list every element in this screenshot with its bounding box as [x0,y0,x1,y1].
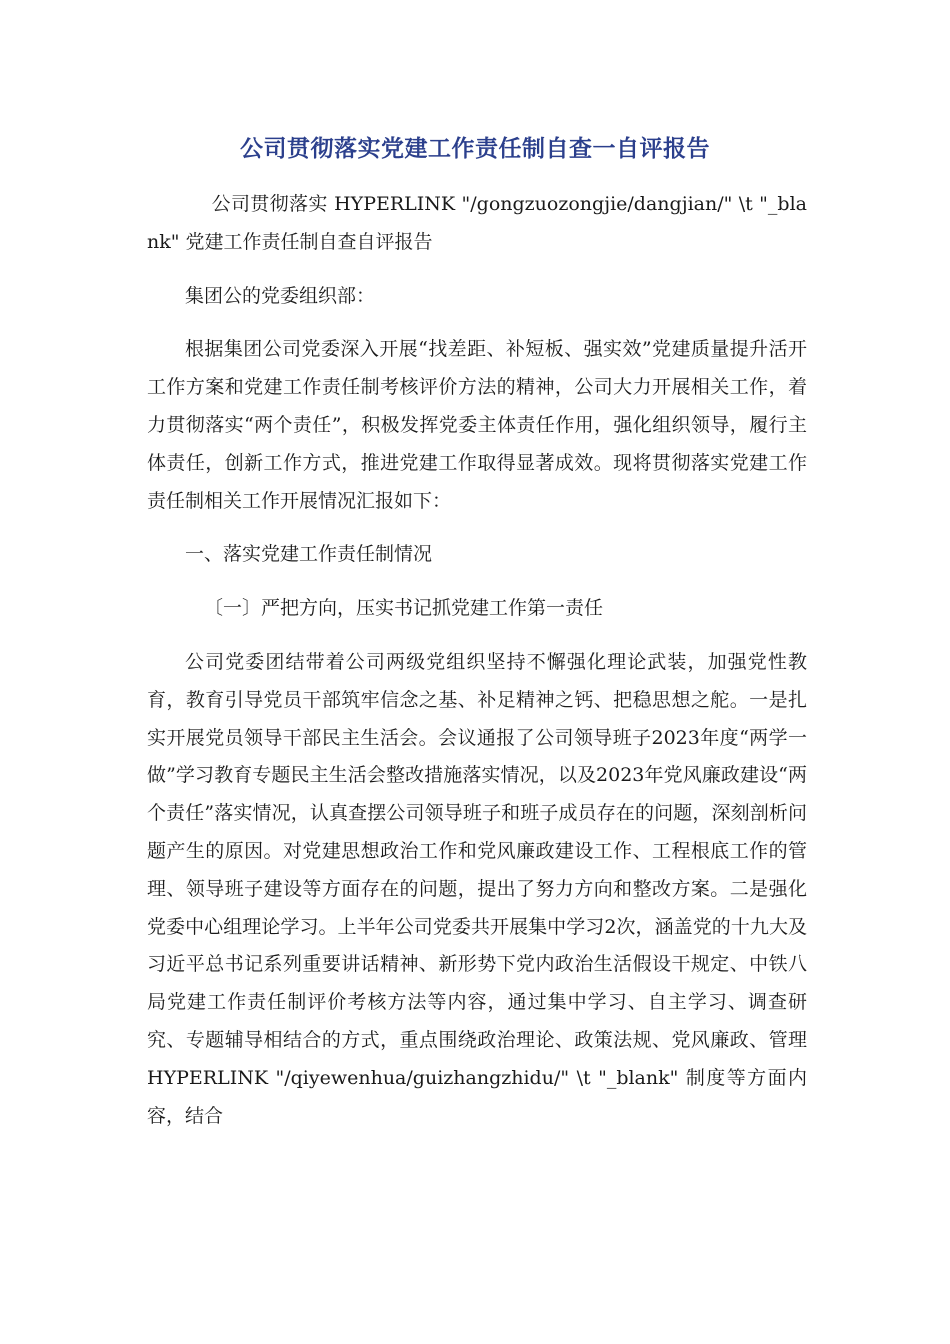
document-title: 公司贯彻落实党建工作责任制自查一自评报告 [240,136,710,162]
paragraph-intro: 根据集团公司党委深入开展“找差距、补短板、强实效”党建质量提升活开工作方案和党建工作责任制考核评价方法的精神，公司大力开展相关工作，着力贯彻落实“两个责任”，积极发挥党委主体责任作用，强化组织领导，履行主体责任，创新工作方式，推进党建工作取得显著成效。现将贯彻落实党建工作责任制相关工作开展情况汇报如下： [147,338,807,512]
paragraph-subtitle: 公司贯彻落实 HYPERLINK "/gongzuozongjie/dangjian/" \t "_blank" 党建工作责任制自查自评报告 [147,193,807,253]
paragraph-body: 公司党委团结带着公司两级党组织坚持不懈强化理论武装，加强党性教育，教育引导党员干部筑牢信念之基、补足精神之钙、把稳思想之舵。一是扎实开展党员领导干部民主生活会。会议通报了公司领导班子2023年度“两学一做”学习教育专题民主生活会整改措施落实情况，以及2023年党风廉政建设“两个责任”落实情况，认真查摆公司领导班子和班子成员存在的问题，深刻剖析问题产生的原因。对党建思想政治工作和党风廉政建设工作、工程根底工作的管理、领导班子建设等方面存在的问题，提出了努力方向和整改方案。二是强化党委中心组理论学习。上半年公司党委共开展集中学习2次，涵盖党的十九大及习近平总书记系列重要讲话精神、新形势下党内政治生活假设干规定、中铁八局党建工作责任制评价考核方法等内容，通过集中学习、自主学习、调查研究、专题辅导相结合的方式，重点围绕政治理论、政策法规、党风廉政、管理 HYPERLINK "/qiyewenhua/guizhangzhidu/" \t "_blank" 制度等方面内容，结合 [147,650,807,1127]
subsection-heading: 〔一〕严把方向，压实书记抓党建工作第一责任 [204,597,604,620]
section-heading: 一、落实党建工作责任制情况 [185,543,433,566]
paragraph-salutation: 集团公的党委组织部： [185,284,376,307]
document-body [147,186,807,1135]
